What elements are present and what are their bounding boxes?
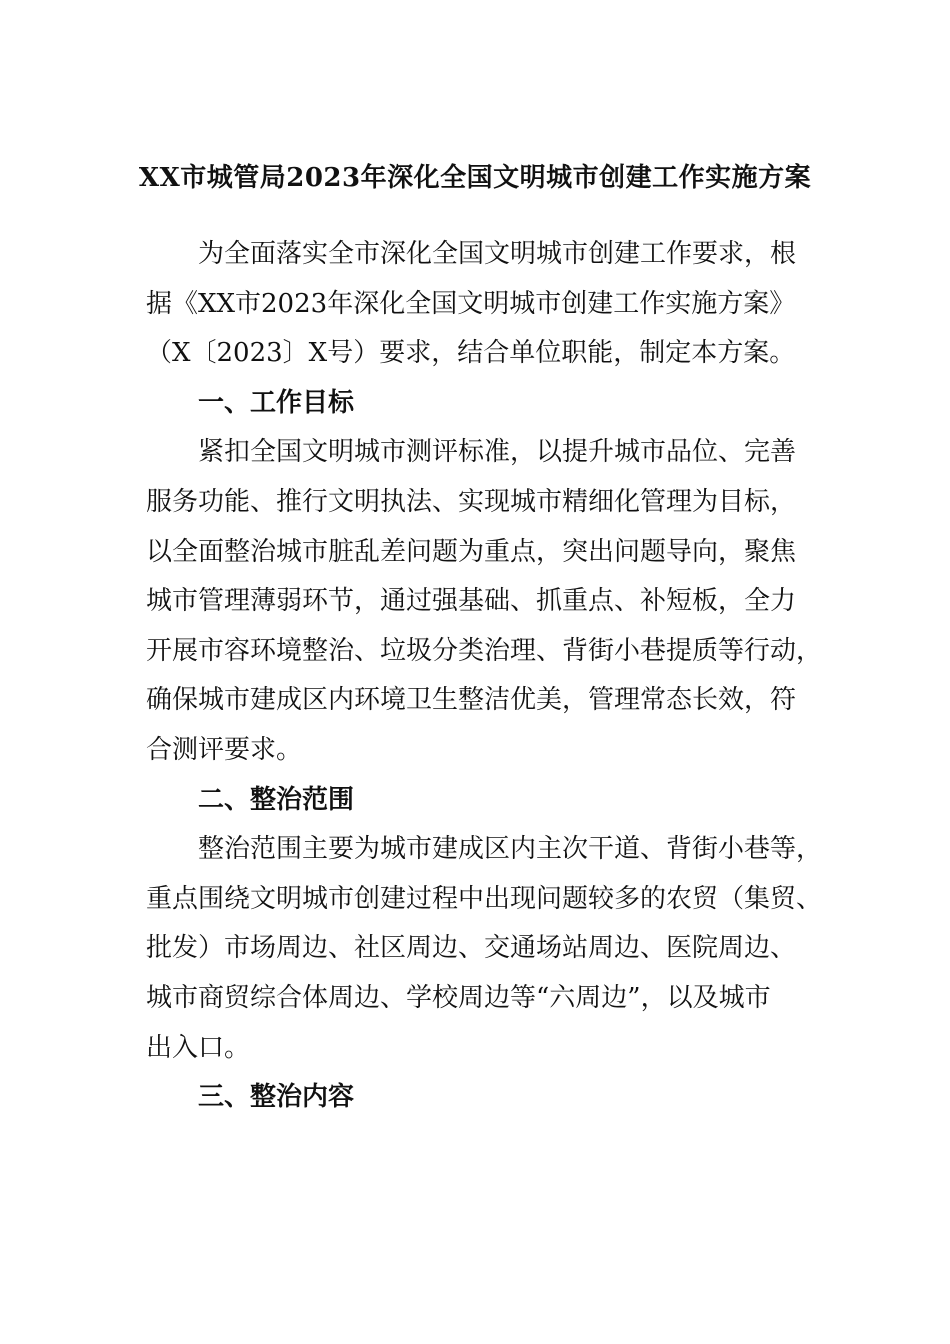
- goals-line: 城市管理薄弱环节，通过强基础、抓重点、补短板，全力: [146, 586, 797, 617]
- goals-line: 确保城市建成区内环境卫生整洁优美，管理常态长效，符: [146, 685, 797, 716]
- scope-line: 重点围绕文明城市创建过程中出现问题较多的农贸（集贸、: [146, 883, 823, 914]
- goals-line: 合测评要求。: [146, 734, 303, 765]
- document-title: XX市城管局2023年深化全国文明城市创建工作实施方案: [138, 163, 812, 193]
- section-heading-content: 三、整治内容: [198, 1082, 355, 1113]
- section-heading-scope: 二、整治范围: [198, 784, 355, 815]
- scope-line: 出入口。: [146, 1032, 251, 1063]
- intro-line: 据《XX市2023年深化全国文明城市创建工作实施方案》: [146, 288, 796, 319]
- goals-line: 紧扣全国文明城市测评标准，以提升城市品位、完善: [198, 437, 797, 468]
- intro-paragraph: [146, 230, 806, 379]
- section-heading-goals: 一、工作目标: [198, 387, 355, 418]
- goals-line: 开展市容环境整治、垃圾分类治理、背街小巷提质等行动，: [146, 635, 823, 666]
- scope-line: 城市商贸综合体周边、学校周边等“六周边”，以及城市: [146, 982, 771, 1013]
- goals-line: 服务功能、推行文明执法、实现城市精细化管理为目标，: [146, 486, 797, 517]
- scope-paragraph: [146, 825, 823, 1073]
- scope-line: 批发）市场周边、社区周边、交通场站周边、医院周边、: [146, 933, 797, 964]
- goals-line: 以全面整治城市脏乱差问题为重点，突出问题导向，聚焦: [146, 536, 797, 567]
- intro-line: 为全面落实全市深化全国文明城市创建工作要求，根: [198, 239, 797, 269]
- goals-paragraph: [146, 428, 823, 775]
- scope-line: 整治范围主要为城市建成区内主次干道、背街小巷等，: [198, 834, 823, 865]
- document-body: [146, 230, 823, 1123]
- intro-line: （X〔2023〕X号）要求，结合单位职能，制定本方案。: [146, 338, 796, 369]
